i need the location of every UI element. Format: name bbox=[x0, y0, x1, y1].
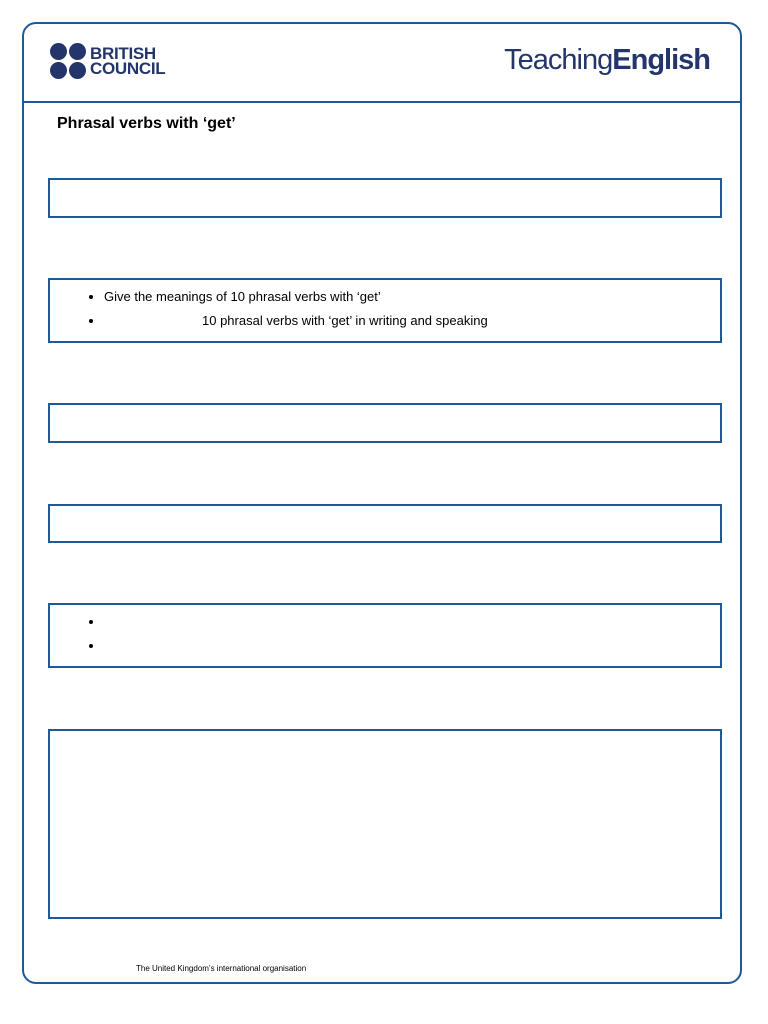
objectives-list bbox=[50, 285, 720, 333]
teaching-english-logo bbox=[504, 44, 710, 77]
info-box-3 bbox=[48, 403, 722, 443]
british-council-logo bbox=[50, 43, 165, 79]
objective-text: Give the meanings of 10 phrasal verbs with ‘get’ bbox=[104, 289, 381, 304]
british-council-logo-line1: BRITISH bbox=[90, 44, 156, 63]
teaching-english-logo-light: Teaching bbox=[504, 44, 613, 76]
empty-bullet-item bbox=[104, 610, 720, 634]
british-council-dots-icon bbox=[50, 43, 86, 79]
teaching-english-logo-bold: English bbox=[612, 44, 710, 76]
bullet-list bbox=[50, 610, 720, 658]
objective-item bbox=[104, 309, 720, 333]
objective-text: 10 phrasal verbs with ‘get’ in writing and speaking bbox=[202, 313, 488, 328]
bullet-box bbox=[48, 603, 722, 668]
info-box-1 bbox=[48, 178, 722, 218]
info-box-4 bbox=[48, 504, 722, 543]
info-box-6 bbox=[48, 729, 722, 919]
page-title: Phrasal verbs with ‘get’ bbox=[57, 115, 236, 132]
footer-tagline: The United Kingdom’s international organisation bbox=[136, 964, 307, 973]
objectives-box bbox=[48, 278, 722, 343]
objective-item bbox=[104, 285, 720, 309]
british-council-logo-line2: COUNCIL bbox=[90, 59, 166, 78]
empty-bullet-item bbox=[104, 634, 720, 658]
header-divider bbox=[22, 101, 742, 103]
